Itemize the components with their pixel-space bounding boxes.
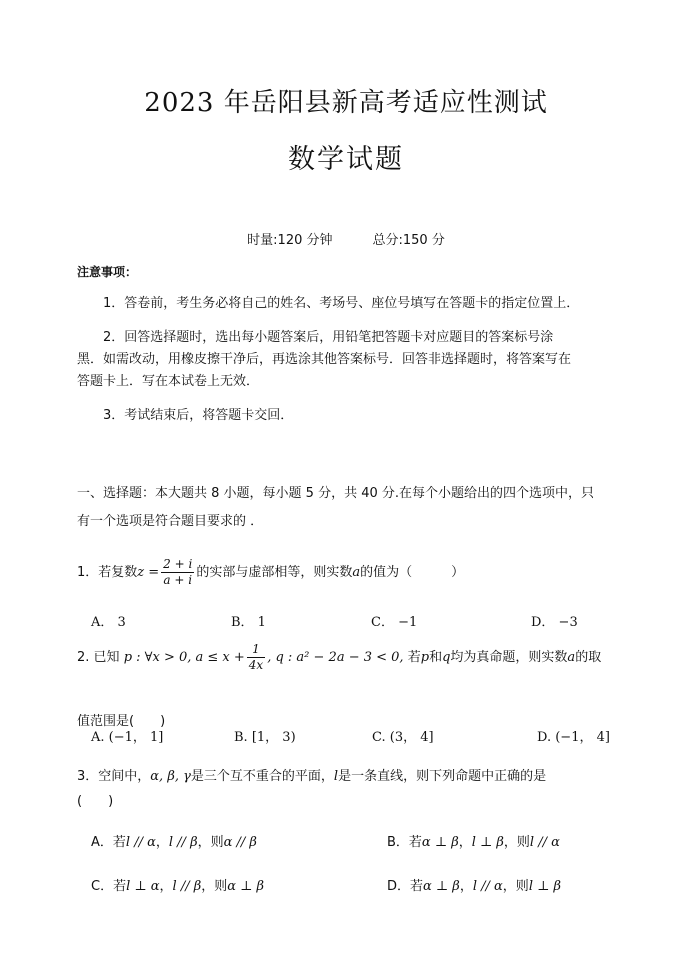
note-item-2-line-2: 黑．如需改动，用橡皮擦干净后，再选涂其他答案标号．回答非选择题时，将答案写在 bbox=[77, 352, 572, 367]
q3-option-d bbox=[387, 875, 561, 894]
q3-option-c-label: C．若 bbox=[91, 879, 127, 894]
q2-fraction-numerator: 1 bbox=[247, 642, 265, 658]
note-item-3: 3．考试结束后，将答题卡交回． bbox=[103, 408, 294, 423]
q3-option-c-then: ，则 bbox=[201, 879, 228, 894]
q1-option-a: A． 3 bbox=[91, 615, 126, 630]
q3-option-b bbox=[387, 831, 560, 850]
q2-var-a: a bbox=[567, 650, 576, 665]
q3-option-b-then: ，则 bbox=[503, 835, 530, 850]
q2-option-a: A. (−1， 1] bbox=[91, 730, 164, 745]
q3-option-b-cond-1: α ⊥ β bbox=[421, 835, 459, 850]
q3-option-d-label: D．若 bbox=[387, 879, 424, 894]
q1-option-c: C． −1 bbox=[371, 615, 418, 630]
q3-option-c bbox=[91, 875, 264, 894]
exam-title: 2023 年岳阳县新高考适应性测试 bbox=[144, 88, 548, 118]
q2-line-2: 值范围是( ) bbox=[77, 714, 166, 729]
exam-meta bbox=[0, 229, 692, 248]
q2-fraction bbox=[247, 642, 265, 673]
q2-end: 的取 bbox=[575, 650, 602, 665]
q3-option-a-cond-1: l // α bbox=[125, 835, 156, 850]
total-score: 总分:150 分 bbox=[372, 233, 445, 248]
q3-option-b-label: B．若 bbox=[387, 835, 422, 850]
notes-heading: 注意事项： bbox=[77, 265, 138, 279]
q3-mid: 是三个互不重合的平面， bbox=[190, 769, 334, 784]
q1-end: 的值为（ ） bbox=[360, 565, 465, 580]
q2-fraction-denominator: 4x bbox=[248, 658, 264, 672]
q3-option-d-cond-2: l // α bbox=[472, 879, 503, 894]
q1-option-b: B． 1 bbox=[231, 615, 266, 630]
q3-option-d-result: l ⊥ β bbox=[528, 879, 561, 894]
q3-prefix: 3．空间中， bbox=[77, 769, 151, 784]
q3-option-d-sep: ， bbox=[459, 879, 473, 894]
note-item-2-line-1: 2．回答选择题时，选出每小题答案后，用铅笔把答题卡对应题目的答案标号涂 bbox=[103, 330, 554, 345]
q1-variable: z = bbox=[137, 565, 160, 580]
q3-option-a-sep: ， bbox=[155, 835, 169, 850]
q1-option-d: D． −3 bbox=[531, 615, 578, 630]
q3-planes: α, β, γ bbox=[150, 769, 191, 784]
question-3 bbox=[77, 765, 546, 784]
q2-var-p: p bbox=[420, 650, 430, 665]
q1-suffix: 的实部与虚部相等，则实数 bbox=[196, 565, 353, 580]
q3-option-a bbox=[91, 831, 257, 850]
q2-text-if: 若 bbox=[407, 650, 421, 665]
q3-option-b-cond-2: l ⊥ β bbox=[471, 835, 504, 850]
q3-option-b-sep: ， bbox=[458, 835, 472, 850]
q3-option-c-cond-1: l ⊥ α bbox=[126, 879, 160, 894]
q2-var-q: q bbox=[442, 650, 451, 665]
q2-option-c: C. (3， 4] bbox=[372, 730, 434, 745]
q1-prefix: 1．若复数 bbox=[77, 565, 138, 580]
q3-option-d-then: ，则 bbox=[502, 879, 529, 894]
note-item-1: 1．答卷前，考生务必将自己的姓名、考场号、座位号填写在答题卡的指定位置上． bbox=[103, 296, 580, 311]
q2-proposition-q: , q : a² − 2a − 3 < 0, bbox=[267, 650, 404, 665]
q3-option-c-cond-2: l // β bbox=[172, 879, 202, 894]
q2-text-and: 和 bbox=[429, 650, 443, 665]
note-item-2-line-3: 答题卡上．写在本试卷上无效． bbox=[77, 374, 260, 389]
time-limit: 时量:120 分钟 bbox=[247, 233, 333, 248]
q3-option-a-cond-2: l // β bbox=[168, 835, 198, 850]
q1-var-a: a bbox=[352, 565, 361, 580]
section-heading-line-1: 一、选择题：本大题共 8 小题，每小题 5 分，共 40 分.在每个小题给出的四个选项中，只 bbox=[77, 486, 595, 501]
section-heading-line-2: 有一个选项是符合题目要求的 ． bbox=[77, 514, 264, 529]
q3-option-a-label: A．若 bbox=[91, 835, 126, 850]
q3-var-l: l bbox=[333, 769, 339, 784]
question-2 bbox=[77, 642, 601, 673]
q3-option-a-result: α // β bbox=[223, 835, 257, 850]
q2-option-b: B. [1， 3) bbox=[234, 730, 296, 745]
q3-option-a-then: ，则 bbox=[197, 835, 224, 850]
q2-proposition-p: p : ∀x > 0, a ≤ x + bbox=[123, 650, 245, 665]
q3-option-b-result: l // α bbox=[529, 835, 560, 850]
q2-prefix: 2. 已知 bbox=[77, 650, 120, 665]
question-1 bbox=[77, 557, 464, 588]
q2-text-true: 均为真命题，则实数 bbox=[450, 650, 568, 665]
q1-fraction-numerator: 2 + i bbox=[163, 557, 193, 571]
q1-fraction-denominator: a + i bbox=[163, 573, 193, 587]
q3-option-d-cond-1: α ⊥ β bbox=[423, 879, 460, 894]
q3-end: 是一条直线，则下列命题中正确的是 bbox=[338, 769, 547, 784]
q3-option-c-result: α ⊥ β bbox=[227, 879, 265, 894]
subject-title: 数学试题 bbox=[288, 144, 404, 175]
q3-line-2: ( ) bbox=[77, 794, 114, 809]
q2-option-d: D. (−1， 4] bbox=[537, 730, 610, 745]
q1-fraction bbox=[161, 557, 194, 588]
q3-option-c-sep: ， bbox=[159, 879, 173, 894]
